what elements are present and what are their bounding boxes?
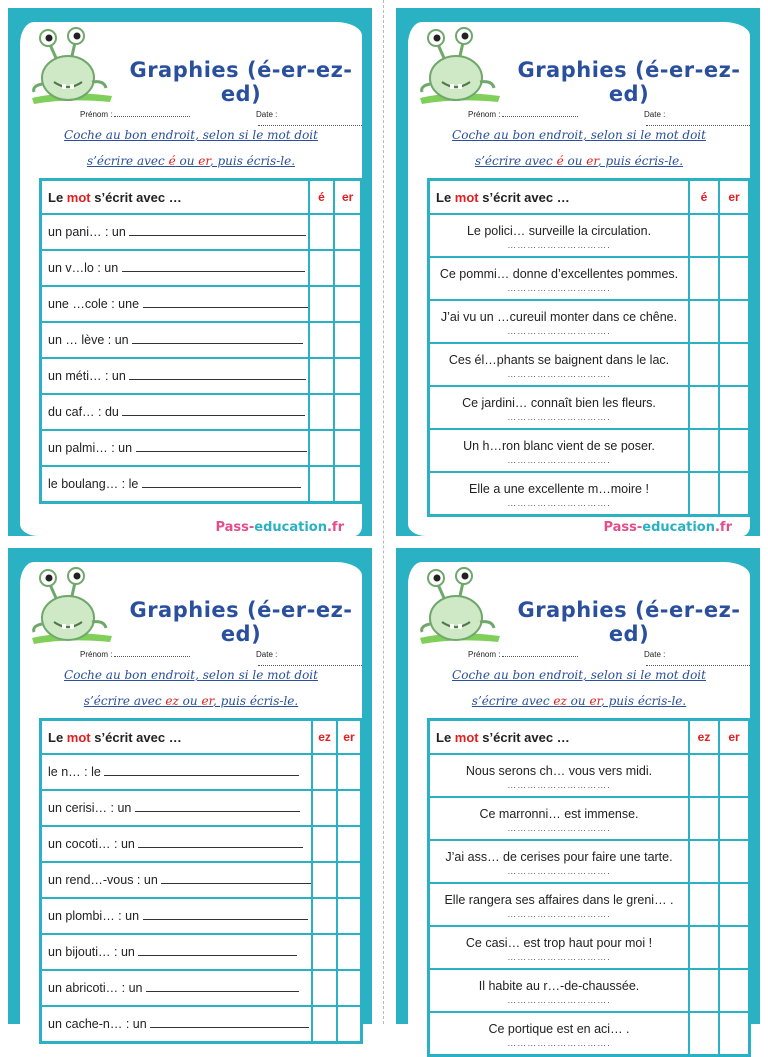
- table-row: [41, 322, 361, 358]
- sentence-text: Nous serons ch… vous vers midi.: [465, 763, 653, 778]
- instr-text: , puis écris-le.: [600, 694, 687, 708]
- sentence-cell: [429, 1012, 689, 1055]
- checkbox-a-cell[interactable]: [312, 934, 337, 970]
- sentence-text: Il habite au r…-de-chaussée.: [478, 978, 640, 993]
- sentence-text: Ces él…phants se baignent dans le lac.: [448, 352, 670, 367]
- checkbox-a-cell[interactable]: [689, 472, 719, 515]
- th-rest: s’écrit avec …: [482, 729, 570, 745]
- answer-line[interactable]: [138, 945, 297, 956]
- instr-text: s’écrire avec: [474, 154, 553, 168]
- checkbox-er-cell[interactable]: [337, 1006, 361, 1042]
- checkbox-a-cell[interactable]: [312, 826, 337, 862]
- table-row: [429, 754, 749, 797]
- table-row: [41, 934, 361, 970]
- table-header: [41, 180, 361, 214]
- checkbox-a-cell[interactable]: [309, 466, 335, 502]
- header-option-er: er: [719, 180, 749, 214]
- table-row: [41, 466, 361, 502]
- table-row: [41, 898, 361, 934]
- checkbox-er-cell[interactable]: [334, 394, 361, 430]
- date-field[interactable]: [646, 659, 750, 666]
- instr-option-b: er: [198, 154, 210, 168]
- instruction-line-1: Coche au bon endroit, selon si le mot doit: [64, 128, 318, 142]
- answer-dots[interactable]: ………………………….: [507, 822, 611, 833]
- table-header: [41, 720, 361, 754]
- header-option-er: er: [334, 180, 361, 214]
- word-prompt: un pani… : un: [48, 225, 126, 239]
- table-row: [41, 790, 361, 826]
- table-row: [41, 826, 361, 862]
- sentence-cell: [429, 754, 689, 797]
- checkbox-er-cell[interactable]: [719, 300, 749, 343]
- paper-sheet: [20, 22, 362, 536]
- checkbox-er-cell[interactable]: [334, 214, 361, 250]
- logo-fr: .fr: [326, 520, 344, 535]
- checkbox-er-cell[interactable]: [719, 969, 749, 1012]
- checkbox-er-cell[interactable]: [337, 754, 361, 790]
- sentence-text: Ce casi… est trop haut pour moi !: [465, 935, 653, 950]
- sentence-text: J’ai ass… de cerises pour faire une tarte.: [445, 849, 673, 864]
- table-row: [429, 926, 749, 969]
- logo-edu: education: [254, 520, 327, 535]
- checkbox-er-cell[interactable]: [334, 358, 361, 394]
- checkbox-a-cell[interactable]: [689, 754, 719, 797]
- word-cell: [41, 466, 309, 502]
- word-cell: [41, 826, 312, 862]
- sentence-text: Ce marronni… est immense.: [479, 806, 639, 821]
- worksheet-card-4: [396, 548, 760, 1048]
- word-prompt: un … lève : un: [48, 333, 129, 347]
- prenom-field[interactable]: [502, 110, 578, 117]
- instr-text: ou: [570, 694, 586, 708]
- answer-dots[interactable]: ………………………….: [507, 497, 611, 508]
- sentence-cell: [429, 926, 689, 969]
- checkbox-a-cell[interactable]: [689, 429, 719, 472]
- answer-line[interactable]: [143, 909, 308, 920]
- header-option-a: é: [309, 180, 335, 214]
- instr-text: s’écrire avec: [471, 694, 550, 708]
- word-prompt: le boulang… : le: [48, 477, 139, 491]
- instruction-line-2: [30, 154, 352, 168]
- checkbox-a-cell[interactable]: [689, 1012, 719, 1055]
- prenom-field[interactable]: [114, 650, 190, 657]
- th-rest: s’écrit avec …: [94, 189, 182, 205]
- date-field[interactable]: [646, 119, 750, 126]
- table-row: [41, 394, 361, 430]
- checkbox-er-cell[interactable]: [334, 286, 361, 322]
- checkbox-a-cell[interactable]: [689, 300, 719, 343]
- monster-mascot-icon: [26, 26, 118, 106]
- answer-dots[interactable]: ………………………….: [507, 239, 611, 250]
- paper-sheet: [408, 562, 750, 1048]
- word-prompt: un v…lo : un: [48, 261, 119, 275]
- checkbox-er-cell[interactable]: [337, 898, 361, 934]
- header-option-er: er: [337, 720, 361, 754]
- answer-line[interactable]: [104, 765, 299, 776]
- sentence-cell: [429, 343, 689, 386]
- instr-option-a: é: [556, 154, 564, 168]
- checkbox-a-cell[interactable]: [689, 883, 719, 926]
- prenom-field[interactable]: [114, 110, 190, 117]
- instr-text: , puis écris-le.: [212, 694, 299, 708]
- logo-pass: Pass-: [215, 520, 255, 535]
- answer-line[interactable]: [146, 981, 299, 992]
- table-header: [429, 180, 749, 214]
- monster-mascot-icon: [414, 26, 506, 106]
- instruction-line-2: [418, 154, 740, 168]
- checkbox-er-cell[interactable]: [719, 883, 749, 926]
- checkbox-a-cell[interactable]: [309, 394, 335, 430]
- word-cell: [41, 430, 309, 466]
- instr-option-b: er: [586, 154, 598, 168]
- header-label: [41, 720, 312, 754]
- table-row: [429, 257, 749, 300]
- word-prompt: un cerisi… : un: [48, 801, 132, 815]
- checkbox-er-cell[interactable]: [337, 826, 361, 862]
- instr-text: ou: [567, 154, 583, 168]
- instr-option-a: ez: [165, 694, 179, 708]
- th-rest: s’écrit avec …: [482, 189, 570, 205]
- date-label: Date :: [256, 110, 278, 119]
- table-row: [41, 214, 361, 250]
- checkbox-er-cell[interactable]: [719, 840, 749, 883]
- checkbox-er-cell[interactable]: [334, 466, 361, 502]
- checkbox-er-cell[interactable]: [334, 322, 361, 358]
- table-row: [41, 358, 361, 394]
- header-label: [429, 720, 689, 754]
- checkbox-a-cell[interactable]: [689, 257, 719, 300]
- word-prompt: une …cole : une: [48, 297, 140, 311]
- checkbox-a-cell[interactable]: [312, 970, 337, 1006]
- answer-line[interactable]: [129, 369, 306, 380]
- logo-fr: .fr: [714, 520, 732, 535]
- sentence-cell: [429, 214, 689, 257]
- word-prompt: un palmi… : un: [48, 441, 133, 455]
- word-cell: [41, 322, 309, 358]
- monster-mascot-icon: [26, 566, 118, 646]
- checkbox-er-cell[interactable]: [719, 1012, 749, 1055]
- word-cell: [41, 862, 312, 898]
- answer-dots[interactable]: ………………………….: [507, 282, 611, 293]
- header-option-a: ez: [689, 720, 719, 754]
- sentence-cell: [429, 883, 689, 926]
- table-row: [429, 1012, 749, 1055]
- checkbox-er-cell[interactable]: [719, 257, 749, 300]
- checkbox-er-cell[interactable]: [719, 926, 749, 969]
- checkbox-a-cell[interactable]: [689, 926, 719, 969]
- paper-sheet: [20, 562, 362, 1044]
- table-row: [429, 214, 749, 257]
- exercise-table: [427, 718, 751, 1057]
- table-row: [41, 250, 361, 286]
- th-le: Le: [436, 729, 452, 745]
- prenom-label: Prénom :: [80, 650, 113, 659]
- date-field[interactable]: [258, 659, 362, 666]
- th-le: Le: [48, 189, 64, 205]
- table-row: [41, 754, 361, 790]
- checkbox-a-cell[interactable]: [312, 754, 337, 790]
- table-row: [41, 970, 361, 1006]
- table-row: [429, 883, 749, 926]
- word-prompt: du caf… : du: [48, 405, 119, 419]
- sentence-cell: [429, 300, 689, 343]
- checkbox-a-cell[interactable]: [689, 214, 719, 257]
- th-mot: mot: [66, 729, 91, 745]
- sentence-text: J’ai vu un …cureuil monter dans ce chêne.: [440, 309, 678, 324]
- sentence-cell: [429, 429, 689, 472]
- sentence-cell: [429, 840, 689, 883]
- checkbox-er-cell[interactable]: [719, 754, 749, 797]
- checkbox-er-cell[interactable]: [337, 934, 361, 970]
- answer-dots[interactable]: ………………………….: [507, 411, 611, 422]
- prenom-label: Prénom :: [80, 110, 113, 119]
- table-row: [429, 969, 749, 1012]
- worksheet-title: Graphies (é-er-ez-ed): [129, 58, 353, 106]
- checkbox-er-cell[interactable]: [719, 429, 749, 472]
- sentence-text: Ce pommi… donne d’excellentes pommes.: [439, 266, 679, 281]
- th-le: Le: [48, 729, 64, 745]
- word-prompt: un rend…-vous : un: [48, 873, 158, 887]
- table-row: [429, 386, 749, 429]
- header-option-a: ez: [312, 720, 337, 754]
- table-row: [429, 472, 749, 515]
- answer-line[interactable]: [138, 837, 303, 848]
- checkbox-a-cell[interactable]: [309, 214, 335, 250]
- worksheet-card-1: [8, 8, 372, 536]
- worksheet-title: Graphies (é-er-ez-ed): [517, 58, 741, 106]
- pass-education-logo: [603, 520, 732, 535]
- answer-dots[interactable]: ………………………….: [507, 1037, 611, 1048]
- instr-text: ou: [182, 694, 198, 708]
- answer-dots[interactable]: ………………………….: [507, 325, 611, 336]
- instr-text: , puis écris-le.: [597, 154, 684, 168]
- instr-text: ou: [179, 154, 195, 168]
- sentence-text: Elle a une excellente m…moire !: [469, 481, 649, 496]
- sentence-text: Ce jardini… connaît bien les fleurs.: [462, 395, 656, 410]
- instruction-line-1: Coche au bon endroit, selon si le mot doit: [452, 668, 706, 682]
- answer-dots[interactable]: ………………………….: [507, 779, 611, 790]
- checkbox-er-cell[interactable]: [337, 790, 361, 826]
- checkbox-er-cell[interactable]: [337, 862, 361, 898]
- word-cell: [41, 214, 309, 250]
- word-cell: [41, 250, 309, 286]
- instr-option-a: é: [168, 154, 176, 168]
- word-cell: [41, 754, 312, 790]
- answer-dots[interactable]: ………………………….: [507, 908, 611, 919]
- header-option-er: er: [719, 720, 749, 754]
- header-label: [429, 180, 689, 214]
- word-cell: [41, 790, 312, 826]
- table-row: [429, 343, 749, 386]
- checkbox-a-cell[interactable]: [312, 790, 337, 826]
- sentence-cell: [429, 472, 689, 515]
- word-prompt: un méti… : un: [48, 369, 126, 383]
- word-prompt: un bijouti… : un: [48, 945, 135, 959]
- checkbox-a-cell[interactable]: [312, 1006, 337, 1042]
- checkbox-a-cell[interactable]: [309, 322, 335, 358]
- prenom-field[interactable]: [502, 650, 578, 657]
- worksheet-card-3: [8, 548, 372, 1031]
- instruction-line-1: Coche au bon endroit, selon si le mot doit: [452, 128, 706, 142]
- answer-line[interactable]: [136, 441, 307, 452]
- instruction-line-1: Coche au bon endroit, selon si le mot doit: [64, 668, 318, 682]
- worksheet-title: Graphies (é-er-ez-ed): [129, 598, 353, 646]
- answer-line[interactable]: [150, 1017, 309, 1028]
- sentence-text: Un h…ron blanc vient de se poser.: [463, 438, 655, 453]
- date-label: Date :: [256, 650, 278, 659]
- th-le: Le: [436, 189, 452, 205]
- instr-text: s’écrire avec: [86, 154, 165, 168]
- answer-dots[interactable]: ………………………….: [507, 368, 611, 379]
- word-cell: [41, 358, 309, 394]
- checkbox-a-cell[interactable]: [309, 358, 335, 394]
- pass-education-logo: [215, 520, 344, 535]
- instr-option-a: ez: [553, 694, 567, 708]
- word-prompt: le n… : le: [48, 765, 101, 779]
- answer-dots[interactable]: ………………………….: [507, 865, 611, 876]
- date-label: Date :: [644, 110, 666, 119]
- table-row: [429, 797, 749, 840]
- table-row: [429, 300, 749, 343]
- word-cell: [41, 934, 312, 970]
- checkbox-er-cell[interactable]: [719, 797, 749, 840]
- checkbox-er-cell[interactable]: [719, 214, 749, 257]
- checkbox-a-cell[interactable]: [689, 343, 719, 386]
- word-prompt: un plombi… : un: [48, 909, 140, 923]
- checkbox-a-cell[interactable]: [309, 430, 335, 466]
- date-label: Date :: [644, 650, 666, 659]
- checkbox-er-cell[interactable]: [719, 472, 749, 515]
- checkbox-a-cell[interactable]: [309, 286, 335, 322]
- checkbox-er-cell[interactable]: [719, 343, 749, 386]
- word-prompt: un cocoti… : un: [48, 837, 135, 851]
- prenom-label: Prénom :: [468, 650, 501, 659]
- instr-option-b: er: [201, 694, 213, 708]
- logo-pass: Pass-: [603, 520, 643, 535]
- answer-line[interactable]: [132, 333, 303, 344]
- word-cell: [41, 286, 309, 322]
- table-header: [429, 720, 749, 754]
- table-row: [41, 862, 361, 898]
- answer-dots[interactable]: ………………………….: [507, 994, 611, 1005]
- exercise-table: [39, 178, 363, 504]
- th-mot: mot: [454, 189, 479, 205]
- checkbox-er-cell[interactable]: [337, 970, 361, 1006]
- date-field[interactable]: [258, 119, 362, 126]
- sentence-cell: [429, 969, 689, 1012]
- th-mot: mot: [66, 189, 91, 205]
- table-row: [41, 286, 361, 322]
- cut-line: [383, 0, 384, 1024]
- checkbox-a-cell[interactable]: [689, 386, 719, 429]
- sentence-text: Elle rangera ses affaires dans le greni… .: [444, 892, 674, 907]
- table-row: [429, 840, 749, 883]
- instruction-line-2: [30, 694, 352, 708]
- checkbox-a-cell[interactable]: [689, 969, 719, 1012]
- table-row: [41, 1006, 361, 1042]
- sentence-text: Ce portique est en aci… .: [488, 1021, 630, 1036]
- instr-option-b: er: [589, 694, 601, 708]
- checkbox-a-cell[interactable]: [312, 898, 337, 934]
- answer-line[interactable]: [122, 405, 305, 416]
- instruction-line-2: [418, 694, 740, 708]
- answer-line[interactable]: [143, 297, 308, 308]
- answer-line[interactable]: [122, 261, 305, 272]
- table-row: [41, 430, 361, 466]
- word-cell: [41, 394, 309, 430]
- checkbox-a-cell[interactable]: [689, 840, 719, 883]
- worksheet-title: Graphies (é-er-ez-ed): [517, 598, 741, 646]
- word-cell: [41, 1006, 312, 1042]
- word-prompt: un cache-n… : un: [48, 1017, 147, 1031]
- sentence-text: Le polici… surveille la circulation.: [466, 223, 652, 238]
- checkbox-a-cell[interactable]: [689, 797, 719, 840]
- answer-dots[interactable]: ………………………….: [507, 951, 611, 962]
- answer-line[interactable]: [161, 873, 311, 884]
- monster-mascot-icon: [414, 566, 506, 646]
- paper-sheet: [408, 22, 750, 536]
- sentence-cell: [429, 797, 689, 840]
- instr-text: , puis écris-le.: [209, 154, 296, 168]
- answer-line[interactable]: [142, 477, 301, 488]
- word-prompt: un abricoti… : un: [48, 981, 143, 995]
- logo-edu: education: [642, 520, 715, 535]
- answer-line[interactable]: [129, 225, 306, 236]
- word-cell: [41, 898, 312, 934]
- checkbox-a-cell[interactable]: [312, 862, 337, 898]
- checkbox-er-cell[interactable]: [334, 430, 361, 466]
- th-rest: s’écrit avec …: [94, 729, 182, 745]
- worksheet-card-2: [396, 8, 760, 536]
- instr-text: s’écrire avec: [83, 694, 162, 708]
- sentence-cell: [429, 386, 689, 429]
- answer-dots[interactable]: ………………………….: [507, 454, 611, 465]
- prenom-label: Prénom :: [468, 110, 501, 119]
- answer-line[interactable]: [135, 801, 300, 812]
- sentence-cell: [429, 257, 689, 300]
- header-label: [41, 180, 309, 214]
- checkbox-er-cell[interactable]: [334, 250, 361, 286]
- checkbox-er-cell[interactable]: [719, 386, 749, 429]
- table-row: [429, 429, 749, 472]
- exercise-table: [39, 718, 363, 1044]
- checkbox-a-cell[interactable]: [309, 250, 335, 286]
- header-option-a: é: [689, 180, 719, 214]
- word-cell: [41, 970, 312, 1006]
- exercise-table: [427, 178, 751, 517]
- th-mot: mot: [454, 729, 479, 745]
